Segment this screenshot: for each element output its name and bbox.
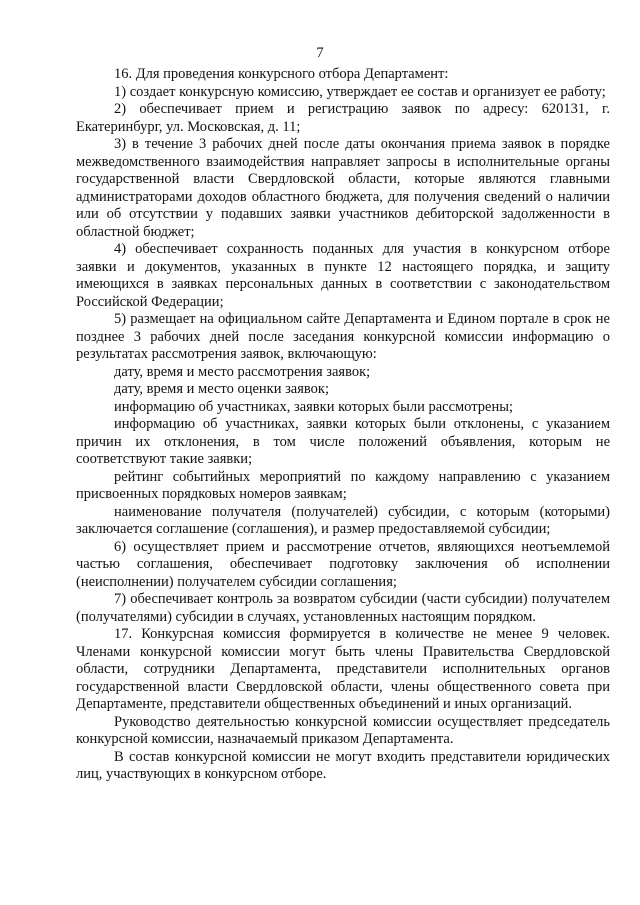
paragraph-16-item-3: 3) в течение 3 рабочих дней после даты окончания приема заявок в порядке межведомственного взаимодействия направляет запросы в исполнительные органы государственной власти Свердловской области, которые являются главными администраторами доходов областного бюджета, для получения сведений о наличии или об отсутствии у подавших заявки участников дебиторской задолженности в областной бюджет;	[76, 136, 610, 240]
paragraph-16-item-7: 7) обеспечивает контроль за возвратом субсидии (части субсидии) получателем (получателями) субсидии в случаях, установленных настоящим порядком.	[76, 591, 610, 625]
paragraph-16-item-5: 5) размещает на официальном сайте Департамента и Едином портале в срок не позднее 3 рабочих дней после заседания конкурсной комиссии информацию о результатах рассмотрения заявок, включающую:	[76, 311, 610, 362]
paragraph-17: 17. Конкурсная комиссия формируется в количестве не менее 9 человек. Членами конкурсной комиссии могут быть члены Правительства Свердловской области, сотрудники Департамента, представители исполнительных органов государственной власти Свердловской области, члены общественного совета при Департаменте, представители общественных объединений и иных организаций.	[76, 626, 610, 712]
paragraph-16-item-1: 1) создает конкурсную комиссию, утверждает ее состав и организует ее работу;	[114, 83, 606, 100]
paragraph-16-item-6: 6) осуществляет прием и рассмотрение отчетов, являющихся неотъемлемой частью соглашения, обеспечивает подготовку заключения об исполнении (неисполнении) получателем субсидии соглашения;	[76, 538, 610, 590]
paragraph-16-item-5-sub: дату, время и место оценки заявок;	[114, 381, 329, 397]
paragraph-17-exclusion: В состав конкурсной комиссии не могут входить представители юридических лиц, участвующих в конкурсном отборе.	[76, 748, 610, 782]
paragraph-16-intro: 16. Для проведения конкурсного отбора Департамент:	[114, 66, 449, 82]
document-body	[76, 66, 610, 784]
page-number: 7	[316, 45, 324, 61]
paragraph-17-chair: Руководство деятельностью конкурсной комиссии осуществляет председатель конкурсной комиссии, назначаемый приказом Департамента.	[76, 713, 610, 747]
paragraph-16-item-5-sub: рейтинг событийных мероприятий по каждому направлению с указанием присвоенных порядковых номеров заявкам;	[76, 468, 610, 502]
paragraph-16-item-4: 4) обеспечивает сохранность поданных для участия в конкурсном отборе заявки и документов, указанных в пункте 12 настоящего порядка, и защиту имеющихся в заявках персональных данных в соответствии с законодательством Российской Федерации;	[76, 241, 610, 310]
paragraph-16-item-5-sub: наименование получателя (получателей) субсидии, с которым (которыми) заключается соглашение (соглашения), и размер предоставляемой субсидии;	[76, 503, 610, 537]
paragraph-16-item-5-sub: информацию об участниках, заявки которых были отклонены, с указанием причин их отклонения, в том числе положений объявления, которым не соответствуют такие заявки;	[76, 416, 610, 467]
paragraph-16-item-5-sub: дату, время и место рассмотрения заявок;	[114, 363, 371, 380]
paragraph-16-item-5-sub: информацию об участниках, заявки которых были рассмотрены;	[114, 398, 513, 415]
paragraph-16-item-2: 2) обеспечивает прием и регистрацию заявок по адресу: 620131, г. Екатеринбург, ул. Московская, д. 11;	[76, 101, 610, 135]
